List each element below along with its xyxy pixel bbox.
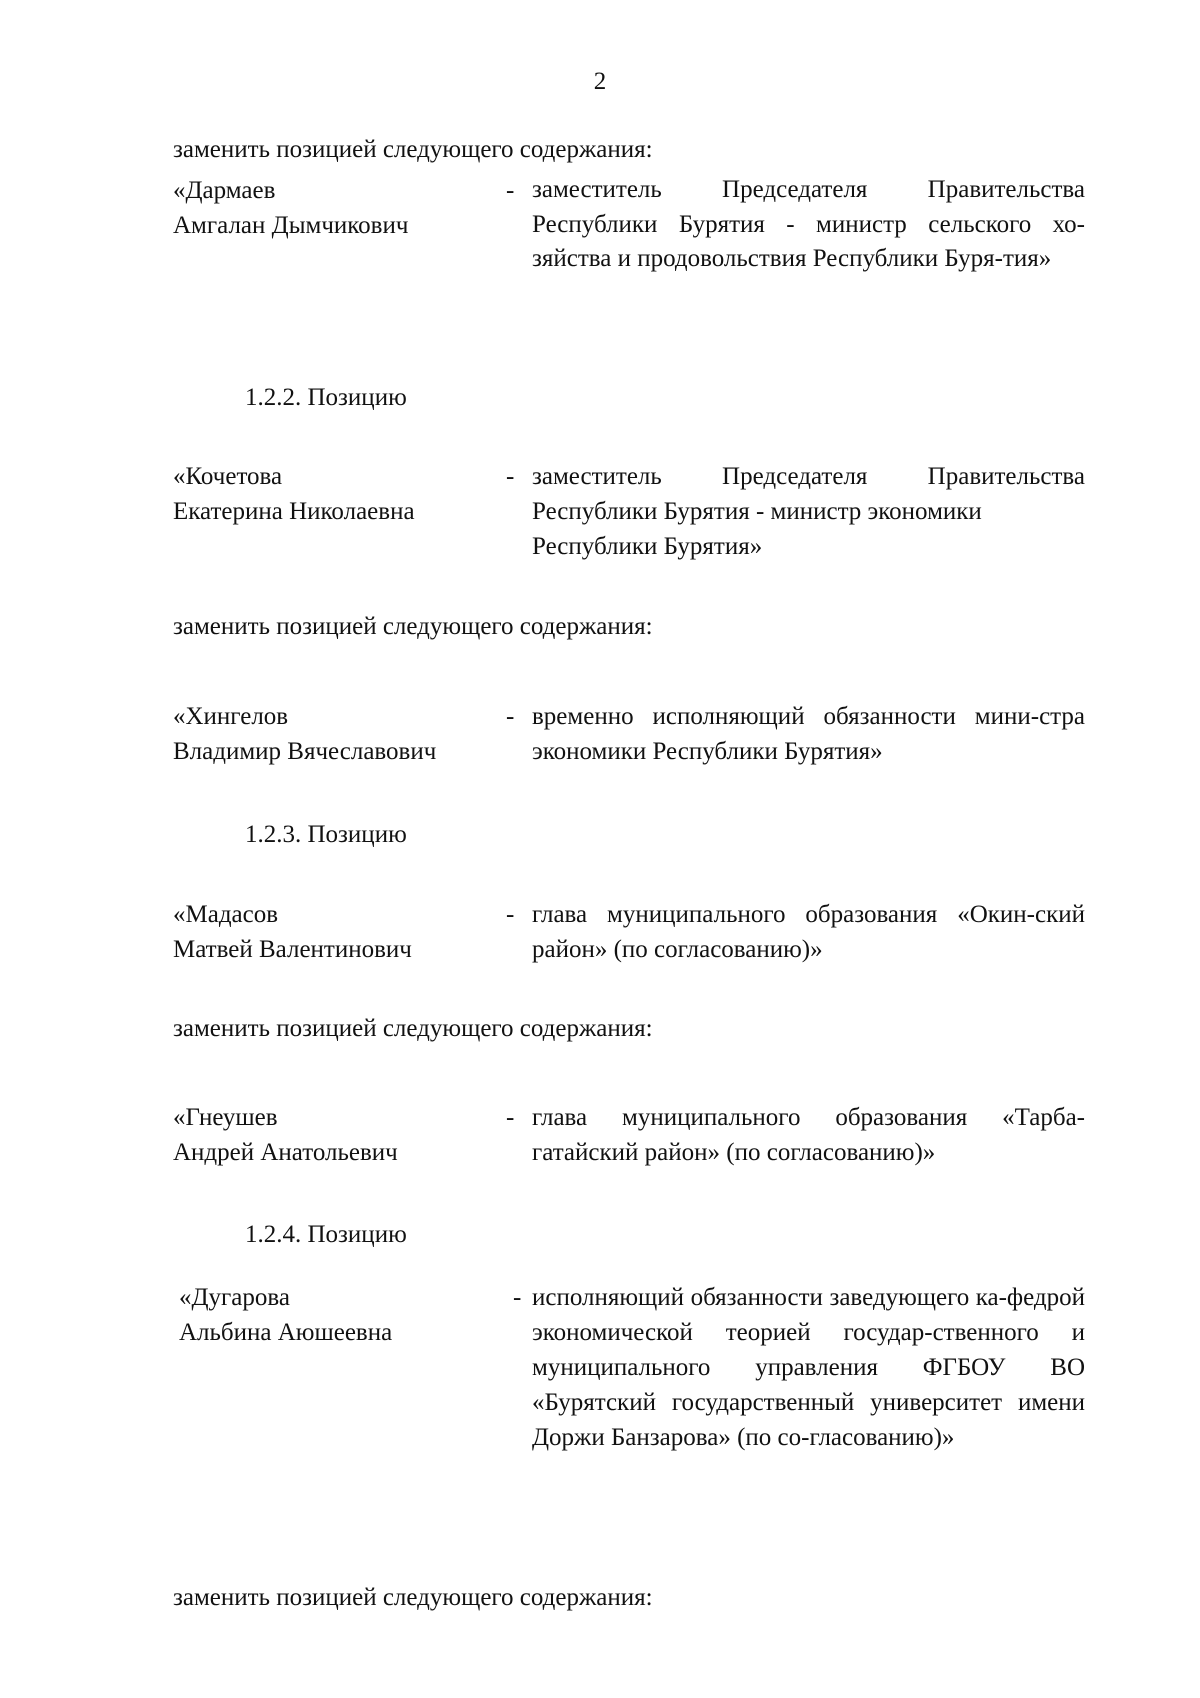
entry-gneushev — [173, 1100, 1085, 1170]
dash: - — [506, 1104, 515, 1131]
entry-darmaev — [173, 173, 1085, 277]
section-heading: 1.2.3. Позицию — [245, 821, 407, 848]
replace-instruction: заменить позицией следующего содержания: — [173, 613, 653, 640]
entry-madasov — [173, 897, 1085, 967]
position-description: глава муниципального образования «Окин-ский район» (по согласованию)» — [532, 901, 1085, 963]
section-heading: 1.2.4. Позицию — [245, 1221, 407, 1248]
dash: - — [513, 1284, 522, 1311]
person-name: «Хингелов Владимир Вячеславович — [173, 703, 437, 765]
replace-instruction: заменить позицией следующего содержания: — [173, 1584, 653, 1611]
dash: - — [506, 901, 515, 928]
section-heading: 1.2.2. Позицию — [245, 384, 407, 411]
position-description — [532, 173, 1085, 277]
person-name: «Мадасов Матвей Валентинович — [173, 901, 412, 963]
dash: - — [506, 463, 515, 490]
person-name: «Дармаев Амгалан Дымчикович — [173, 177, 409, 239]
dash: - — [506, 703, 515, 730]
position-description: заместитель Председателя Правительства Республики Бурятия - министр экономики Республики Бурятия» — [532, 463, 1085, 560]
replace-instruction: заменить позицией следующего содержания: — [173, 136, 653, 163]
replace-instruction: заменить позицией следующего содержания: — [173, 1015, 653, 1042]
person-name: «Гнеушев Андрей Анатольевич — [173, 1104, 398, 1166]
page-number: 2 — [593, 68, 607, 95]
description-text: заместитель Председателя Правительства Республики Бурятия - министр сельского хо-зяйства и продовольствия Республики Буря-тия» — [532, 176, 1085, 272]
dash: - — [506, 177, 515, 204]
entry-khingelov — [173, 699, 1085, 769]
position-description: глава муниципального образования «Тарба-гатайский район» (по согласованию)» — [532, 1104, 1085, 1166]
person-name: «Дугарова Альбина Аюшеевна — [179, 1284, 393, 1346]
person-name: «Кочетова Екатерина Николаевна — [173, 463, 415, 525]
entry-kochetova — [173, 459, 1085, 564]
position-description: временно исполняющий обязанности мини-стра экономики Республики Бурятия» — [532, 703, 1085, 765]
position-description: исполняющий обязанности заведующего ка-федрой экономической теорией государ-ственного и муниципального управления ФГБОУ ВО «Бурятский государственный университет имени Доржи Банзарова» (по со-гласованию)» — [532, 1284, 1085, 1451]
entry-dugarova — [179, 1280, 1085, 1455]
